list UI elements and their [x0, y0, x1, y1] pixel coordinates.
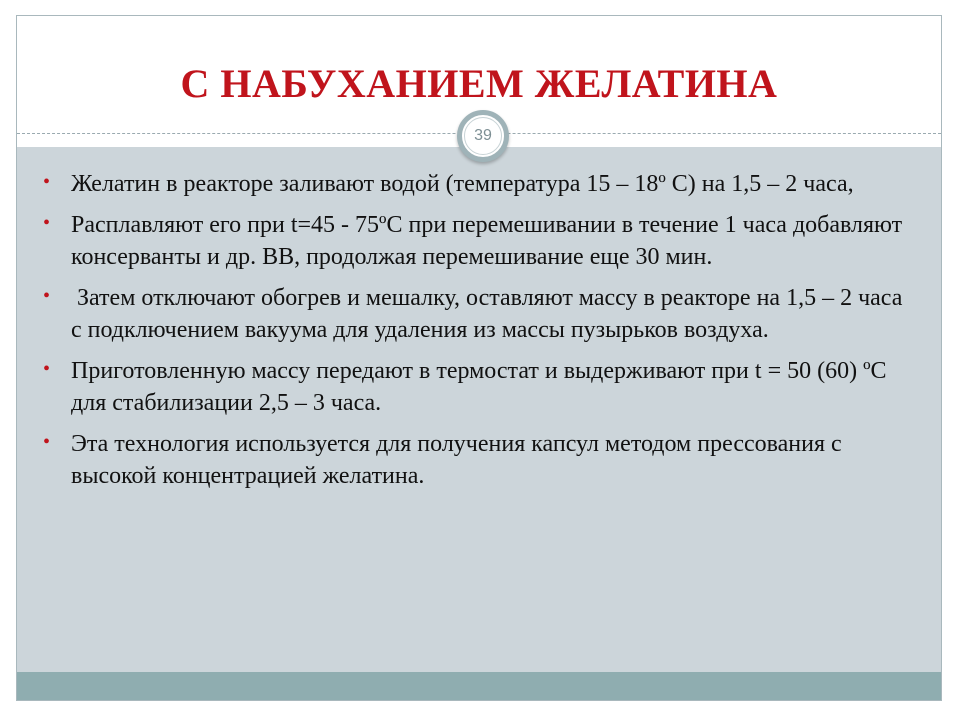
slide: [16, 15, 942, 701]
list-item: [17, 355, 941, 419]
bullet-marker: •: [43, 358, 51, 380]
bullet-list: [17, 168, 941, 501]
bullet-text: Желатин в реакторе заливают водой (температура 15 – 18º С) на 1,5 – 2 часа,: [71, 171, 854, 197]
bullet-text: Расплавляют его при t=45 - 75ºС при перемешивании в течение 1 часа добавляют консерванты и др. ВВ, продолжая перемешивание еще 30 мин.: [71, 212, 903, 270]
page-number-badge: [457, 110, 509, 162]
slide-title: С НАБУХАНИЕМ ЖЕЛАТИНА: [180, 61, 778, 106]
bullet-marker: •: [43, 212, 51, 234]
bullet-marker: •: [43, 171, 51, 193]
list-item: [17, 428, 941, 492]
bullet-marker: •: [43, 285, 51, 307]
footer-bar: [17, 672, 941, 701]
bullet-marker: •: [43, 431, 51, 453]
list-item: [17, 282, 941, 346]
bullet-text: Эта технология используется для получения капсул методом прессования с высокой концентрацией желатина.: [71, 431, 842, 489]
list-item: [17, 209, 941, 273]
list-item: [17, 168, 941, 200]
page-number: 39: [464, 117, 502, 155]
bullet-text: Приготовленную массу передают в термостат и выдерживают при t = 50 (60) ºС для стабилизации 2,5 – 3 часа.: [71, 358, 887, 416]
bullet-text: Затем отключают обогрев и мешалку, оставляют массу в реакторе на 1,5 – 2 часа с подключением вакуума для удаления из массы пузырьков воздуха.: [71, 285, 909, 343]
